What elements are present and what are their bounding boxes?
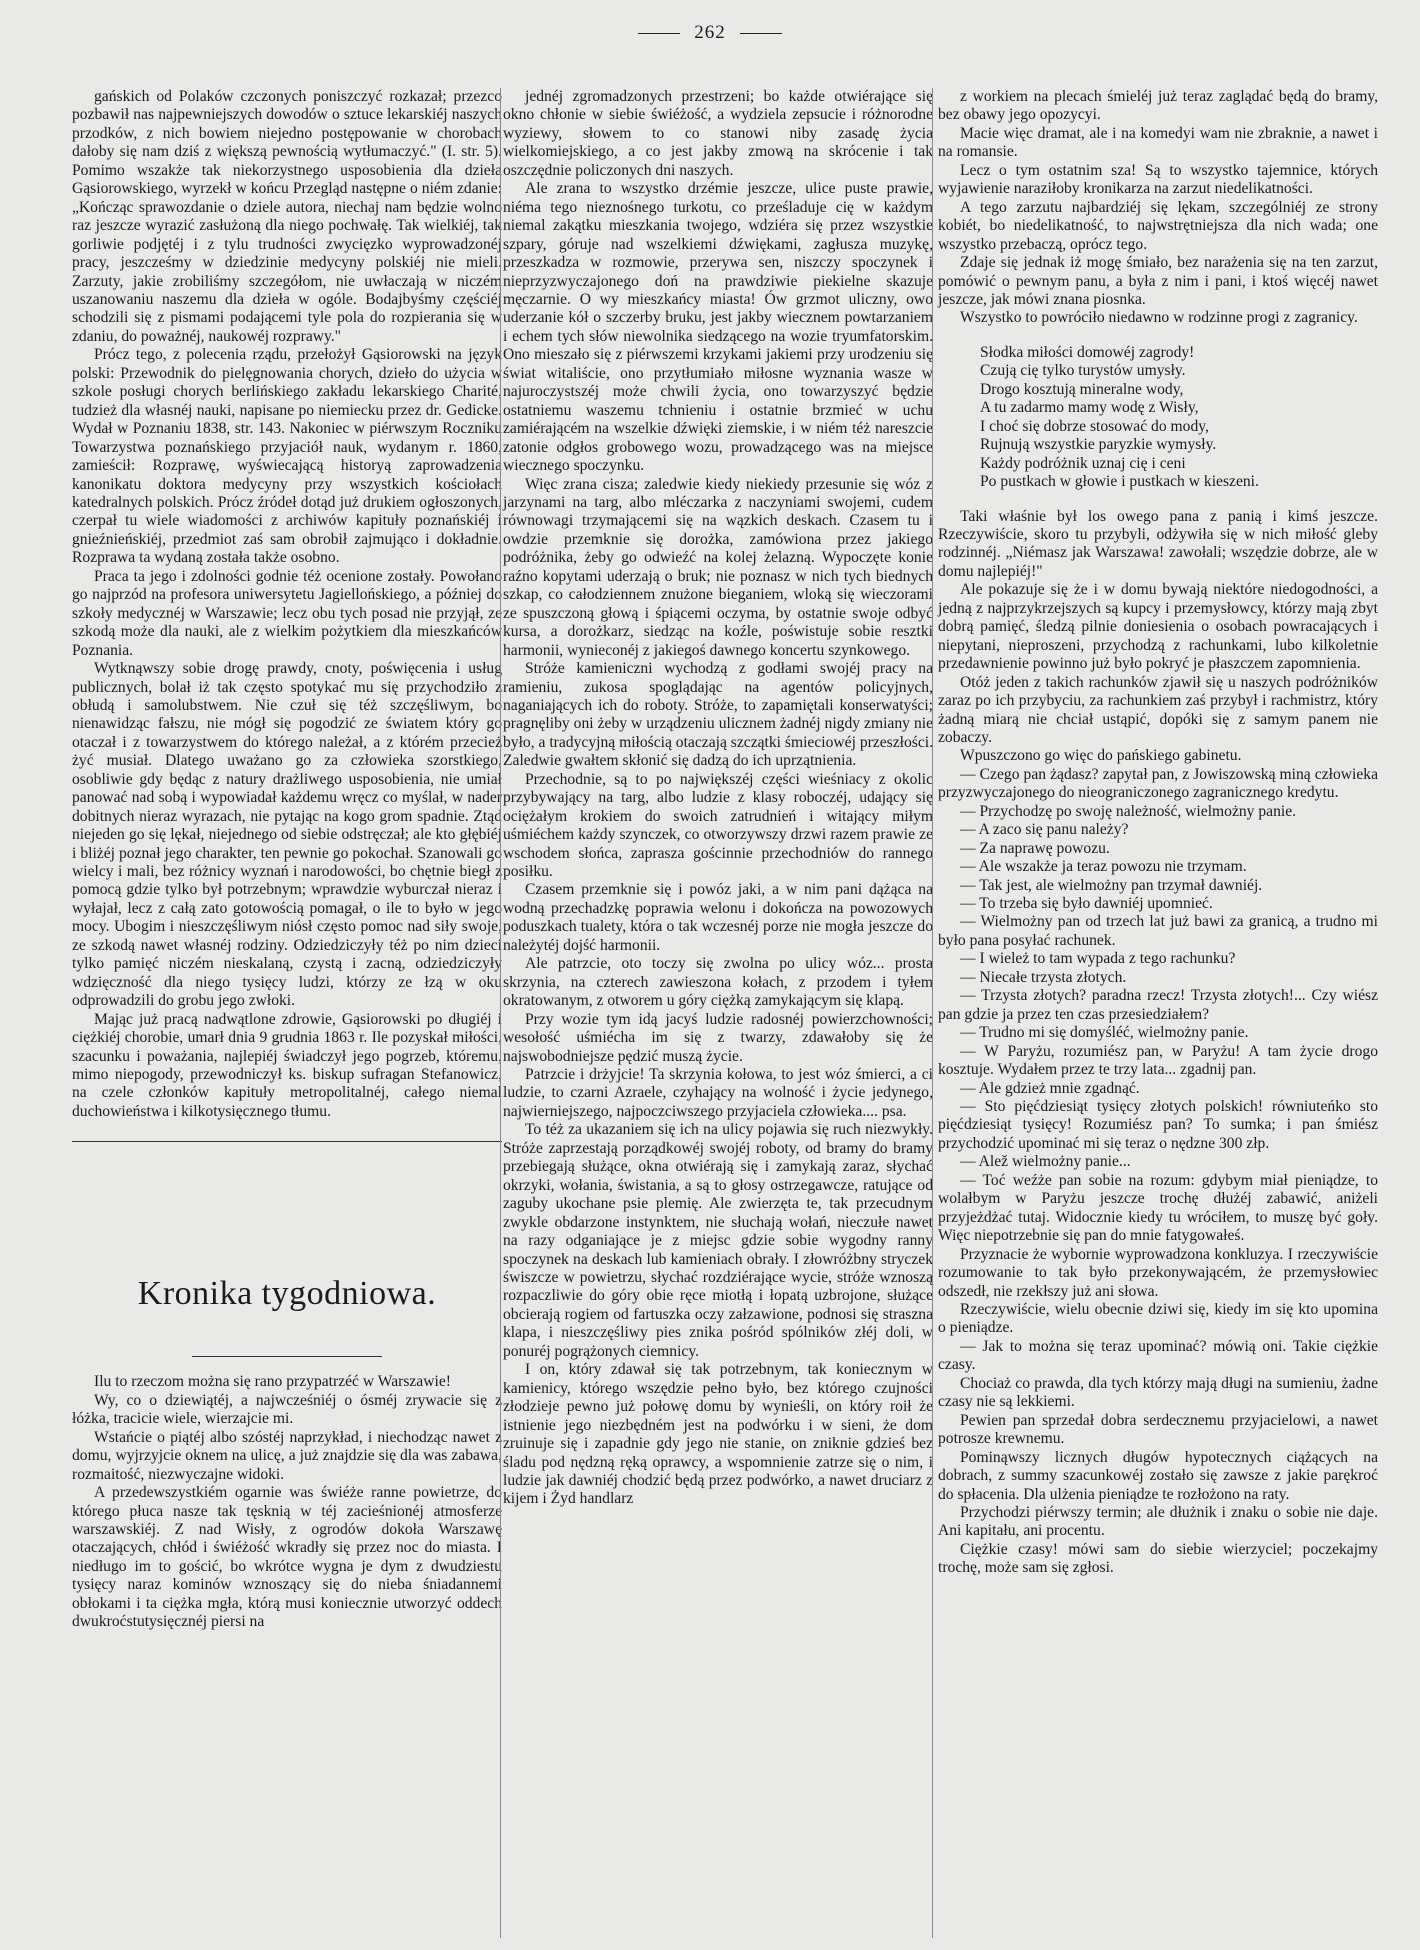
paragraph: Praca ta jego i zdolności godnie téż ocenione zostały. Powołano go najprzód na profesora uniwersytetu Jagiellońskiego, a później do szkoły medycznéj w Warszawie; lecz obu tych posad nie przyjął, ze szkodą może dla nauki, ale z wielkim pożytkiem dla mieszkańców Poznania.: [72, 567, 502, 659]
paragraph: — W Paryżu, rozumiész pan, w Paryżu! A tam życie drogo kosztuje. Wydałem przez te trzy lata... zgadnij pan.: [938, 1042, 1378, 1079]
paragraph: — Toć weźże pan sobie na rozum: gdybym miał pieniądze, to wolałbym w Paryżu jeszcze trochę dłużéj zabawić, aniżeli przyjeżdżać tutaj. Widocznie kiedy tu wróciłem, to muszę być goły. Więc niepotrzebnie się pan do mnie fatygowałeś.: [938, 1171, 1378, 1245]
paragraph: — Trudno mi się domyśléć, wielmożny panie.: [960, 1024, 1249, 1042]
chronicle-text-after-poem: [938, 508, 1378, 1578]
paragraph: Wytknąwszy sobie drogę prawdy, cnoty, poświęcenia i usług publicznych, bolał iż tak często spotykać mu się przychodziło z obłudą i samolubstwem. Nie czuł się téż szczęśliwym, bo nienawidząc fałszu, nie mógł się pogodzić ze światem który go otaczał i z towarzystwem do którego należał, a z którém przecież żyć musiał. Dlatego uważano go za człowieka szorstkiego, osobliwie gdy będąc z natury drażliwego usposobienia, nie umiał panować nad sobą i wypowiadał każdemu wręcz co myślał, w nader dobitnych nieraz wyrazach, nie pytając na kogo grom spadnie. Ztąd niejeden go się lękał, niejednego od siebie odstręczał; ale kto głębiéj i bliżéj poznał jego charakter, ten pewnie go pokochał. Szanowali go wielcy i mali, bez różnicy wyznań i narodowości, bo chętnie biegł z pomocą gdzie tylko był potrzebnym; wprawdzie wyburczał nieraz i wyłajał, lecz z całą zato gotowością pomagał, o ile to było w jego mocy. Ubogim i nieszczęśliwym niósł często pomoc nad siły swoje, ze szkodą nawet własnéj rodziny. Odziedziczyły téż po nim dzieci tylko pamięć niczém nieskalaną, czystą i zacną, odziedziczyły wdzięczność dla niego tysięcy ludzi, którzy ze łzą w oku odprowadzili do grobu jego zwłoki.: [72, 660, 502, 1010]
paragraph: Otóż jeden z takich rachunków zjawił się u naszych podróżników zaraz po ich przybyciu, za rachunkiem zaś przybył i rachmistrz, który żadną miarą nie chciał ustąpić, dopóki się z samym panem nie zobaczy.: [938, 673, 1378, 746]
paragraph: z workiem na plecach śmieléj już teraz zaglądać będą do bramy, bez obawy jego opozycyi.: [938, 88, 1378, 124]
paragraph: Wszystko to powróciło niedawno w rodzinne progi z zagranicy.: [960, 309, 1358, 327]
paragraph: — Niecałe trzysta złotych.: [960, 968, 1127, 986]
heading-underline: [192, 1356, 382, 1357]
poem-line: Rujnują wszystkie paryzkie wymysły.: [980, 436, 1217, 454]
page-number-header: [0, 22, 1420, 44]
paragraph: Ilu to rzeczom można się rano przypatrzéć w Warszawie!: [94, 1373, 451, 1391]
paragraph: Rzeczywiście, wielu obecnie dziwi się, kiedy im się kto upomina o pieniądze.: [938, 1301, 1378, 1337]
paragraph: gańskich od Polaków czczonych poniszczyć rozkazał; przezco pozbawił nas najpewniejszych dowodów o sztuce lekarskiéj naszych przodków, z nich bowiem niejedno postępowanie w chorobach dałoby się nam dziś z większą pewnością wytłumaczyć." (I. str. 5). Pomimo wszakże tak niekorzystnego usposobienia dla dzieła Gąsiorowskiego, wyrzekł w końcu Przegląd następne o niém zdanie: „Kończąc sprawozdanie o dziele autora, niechaj nam będzie wolno raz jeszcze wyrazić zasłużoną dla niego pochwałę. Tak wielkiéj, tak gorliwie podjętéj i z tylu trudności zwycięzko wyprowadzonéj pracy, jeszcześmy w dziedzinie medycyny polskiéj nie mieli. Zarzuty, jakie zrobiliśmy szczegółom, nie uwłaczają w niczém uszanowaniu naszemu dla dzieła w ogóle. Bodajbyśmy częściéj schodzili się z pismami podającemi tyle pola do rozpierania się w zdaniu, do poważnéj, naukowéj rozprawy.": [72, 88, 502, 345]
section-divider: [72, 1141, 502, 1142]
paragraph: — To trzeba się było dawniéj upomnieć.: [960, 895, 1213, 913]
paragraph: Zdaje się jednak iż mogę śmiało, bez narażenia się na ten zarzut, pomówić o pewnym panu, a była z nim i pani, i ktoś więcéj nawet jeszcze, jak mówi znana piosnka.: [938, 254, 1378, 308]
column-divider: [932, 88, 933, 1938]
paragraph: To téż za ukazaniem się ich na ulicy pojawia się ruch niezwykły. Stróże zaprzestają porządkowéj swojéj roboty, od bramy do bramy przebiegają służące, okna otwiérają się i zamykają zaraz, słychać okrzyki, wołania, świstania, a są to głosy ostrzegawcze, ratujące od zaguby ukochane psie plemię. Ale zwierzęta te, tak przecudnym zwykle obdarzone instynktem, nie słuchają wołań, nieczułe nawet na razy odganiające je z miejsc gdzie sobie wygodny ranny spoczynek na deskach lub kamieniach obrały. I złowróżbny stryczek świszcze w powietrzu, słychać rozdziérające wycie, stróże wznoszą rozpaczliwie do góry obie ręce miotłą i łopatą uzbrojone, służące obcierają rogiem od fartuszka oczy załzawione, podnosi się straszna klapa, i nieszczęśliwy pies znika pośród spólników złéj doli, w ponuréj pogrążonych ciemnicy.: [503, 1121, 933, 1360]
poem-line: Każdy podróżnik uznaj cię i ceni: [980, 454, 1186, 472]
paragraph: Ale pokazuje się że i w domu bywają niektóre niedogodności, a jedną z najprzykrzejszych są kupcy i przemysłowcy, którzy mają zbyt dobrą pamięć, śledzą pilnie doniesienia o osobach powracających i niepytani, nieproszeni, przychodzą z rachunkami, lubo kilkoletnie przedawnienie powinno już było pokryć je płaszczem zapomnienia.: [938, 581, 1378, 673]
paragraph: Wpuszczono go więc do pańskiego gabinetu.: [960, 747, 1242, 765]
paragraph: — Jak to można się teraz upominać? mówią oni. Takie ciężkie czasy.: [938, 1337, 1378, 1374]
paragraph: — Za naprawę powozu.: [960, 839, 1110, 857]
paragraph: — Czego pan żądasz? zapytał pan, z Jowiszowską miną człowieka przyzwyczajonego do nieograniczonego zagranicznego kredytu.: [938, 765, 1378, 802]
paragraph: — Alež wielmożny panie...: [960, 1153, 1131, 1171]
chronicle-text-before-poem: [938, 88, 1378, 328]
column-divider: [500, 88, 501, 1938]
paragraph: — Sto pięćdziesiąt tysięcy złotych polskich! równiuteńko sto pięćdziesiąt tysięcy! Rozumiész pan? To sumka; i pan śmiész przychodzić upominać mi się teraz o nędzne 300 złp.: [938, 1098, 1378, 1152]
paragraph: Taki właśnie był los owego pana z panią i kimś jeszcze. Rzeczywiście, skoro tu przybyli, odżywiła się w nich miłość gleby rodzinnéj. „Niémasz jak Warszawa! zawołali; wszędzie dobrze, ale w domu najlepiéj!": [938, 507, 1378, 580]
chronicle-text: [72, 1373, 502, 1631]
poem-line: Czują cię tylko turystów umysły.: [980, 362, 1186, 380]
poem-line: Słodka miłości domowéj zagrody!: [980, 343, 1195, 361]
paragraph: — Ale wszakże ja teraz powozu nie trzymam.: [960, 858, 1247, 876]
column-1: [72, 88, 502, 1632]
section-heading: Kronika tygodniowa.: [137, 1275, 437, 1313]
paragraph: Stróże kamieniczni wychodzą z godłami swojéj pracy na ramieniu, zukosa spoglądając na agentów policyjnych, naganiających ich do roboty. Stróże, to zapamiętali konserwatyści; pragnęliby oni żeby w urządzeniu ulicznem żadnéj nigdy zmiany nie było, a tradycyjną miłością otaczają szczątki śmieciowéj przeszłości. Zaledwie gwałtem skłonić się dadzą do ich uprzątnienia.: [503, 660, 933, 770]
paragraph: I on, który zdawał się tak potrzebnym, tak koniecznym w kamienicy, którego wszędzie pełno było, bez którego czujności złodzieje pewno już połowę domu by wynieśli, on który roił że istnienie jego niezbędném jest na podwórku i w sieni, że dom zruinuje się i zapadnie gdy jego nie stanie, on zniknie gdzieś bez śladu pod nędzną ręką oprawcy, a wspomnienie zatrze się o nim, i ludzie jak dawniéj chodzić będą przez podwórko, a nawet druciarz z kijem i Żyd handlarz: [503, 1361, 933, 1508]
paragraph: Patrzcie i drżyjcie! Ta skrzynia kołowa, to jest wóz śmierci, a ci ludzie, to czarni Azraele, czyhający na wolność i życie jedynego, najwierniejszego, najpoczciwszego przyjaciela człowieka.... psa.: [503, 1066, 933, 1120]
paragraph: Czasem przemknie się i powóz jaki, a w nim pani dążąca na wodną przechadzkę poprawia welonu i dokończa na powozowych poduszkach tualety, która o tak wczesnéj porze nie mogła jeszcze do należytéj dojść harmonii.: [503, 881, 933, 954]
poem-line: Po pustkach w głowie i pustkach w kieszeni.: [980, 473, 1259, 491]
paragraph: Więc zrana cisza; zaledwie kiedy niekiedy przesunie się wóz z jarzynami na targ, albo mléczarka z naczyniami swojemi, cudem równowagi trzymającemi się na wązkich deskach. Czasem tu i owdzie przemknie się dorożka, zamówiona przez jakiego podróżnika, żeby go odwieźć na kolej żelazną. Wypoczęte konie raźno kopytami uderzają o bruk; nie poznasz w nich tych biednych szkap, co całodziennem znużone bieganiem, wloką się wieczorami ze spuszczoną głową i śpiącemi oczyma, by ostatnie swoje odbyć kursa, a dorożkarz, siedząc na koźle, poświstuje sobie resztki harmonii, wynieconéj z jakiegoś dawnego koncertu szynkowego.: [503, 475, 933, 659]
paragraph: — Wielmożny pan od trzech lat już bawi za granicą, a trudno mi było pana posyłać rachunek.: [938, 913, 1378, 949]
paragraph: Mając już pracą nadwątlone zdrowie, Gąsiorowski po długiéj i ciężkiéj chorobie, umarł dnia 9 grudnia 1863 r. Ile pozyskał miłości, szacunku i poważania, najlepiéj świadczył jego pogrzeb, któremu, mimo niepogody, przewodniczył ks. biskup sufragan Stefanowicz, na czele członków kapituły metropolitalnéj, całego niemal duchowieństwa i kilkotysięcznego tłumu.: [72, 1010, 502, 1120]
paragraph: Przyznacie że wybornie wyprowadzona konkluzya. I rzeczywiście rozumowanie to tak było przekonywającém, że przemysłowiec odszedł, nie rzekłszy już ani słowa.: [938, 1245, 1378, 1300]
column-2: [503, 88, 933, 1509]
column-3: [938, 88, 1378, 1578]
poem-line: A tu zadarmo mamy wodę z Wisły,: [980, 399, 1199, 417]
paragraph: Chociaż co prawda, dla tych którzy mają długi na sumieniu, żadne czasy nie są lekkiemi.: [938, 1374, 1378, 1411]
paragraph: Lecz o tym ostatnim sza! Są to wszystko tajemnice, których wyjawienie naraziłoby kronikarza na zarzut niedelikatności.: [938, 161, 1378, 198]
paragraph: Przechodnie, są to po największéj części wieśniacy z okolic przybywający na targ, albo ludzie z klasy roboczéj, udający się ociężałym krokiem do swoich zatrudnień i witający miłym uśmiéchem każdy szynczek, co otworzywszy drzwi razem prawie ze wschodem słońca, zaprasza gościnnie przechodniów do rannego posiłku.: [503, 770, 933, 881]
paragraph: Przychodzi piérwszy termin; ale dłużnik i znaku o sobie nie daje. Ani kapitału, ani procentu.: [938, 1503, 1378, 1540]
paragraph: — Tak jest, ale wielmożny pan trzymał dawniéj.: [960, 876, 1263, 894]
divider: [638, 33, 680, 34]
paragraph: Pominąwszy licznych długów hypotecznych ciążących na dobrach, z summy szacunkowéj zostało się zawsze z jakie parękroć do spłacenia. Dla ulżenia pieniądze te rozłożono na raty.: [938, 1448, 1378, 1503]
paragraph: Pewien pan sprzedał dobra serdecznemu przyjacielowi, a nawet potrosze krewnemu.: [938, 1411, 1378, 1448]
page-number: 262: [694, 22, 726, 43]
poem-line: Drogo kosztują mineralne wody,: [980, 380, 1184, 398]
paragraph: Wy, co o dziewiątéj, a najwcześniéj o ósméj zrywacie się z łóżka, tracicie wiele, wierzajcie mi.: [72, 1391, 502, 1428]
paragraph: — Przychodzę po swoję należność, wielmożny panie.: [960, 802, 1297, 820]
paragraph: Prócz tego, z polecenia rządu, przełożył Gąsiorowski na język polski: Przewodnik do pielęgnowania chorych, dzieło do użycia w szkole posługi chorych berlińskiego zakładu lekarskiego Charité, tudzież dla własnéj nauki, napisane po niemiecku przez dr. Gedicke. Wydał w Poznaniu 1838, str. 143. Nakoniec w piérwszym Roczniku Towarzystwa poznańskiego przyjaciół nauk, wydanym r. 1860, zamieścił: Rozprawę, wyświecającą historyą zaprowadzenia kanonikatu doktora medycyny przy wszystkich kościołach katedralnych polskich. Prócz źródeł dotąd już drukiem ogłoszonych, czerpał tu wiele wiadomości z archiwów kapituły poznańskiéj i gnieźnieńskiéj, przedmiot zaś sam obrobił zajmująco i dokładnie. Rozprawa ta wydaną została także osobno.: [72, 346, 502, 567]
chronicle-text-continued: [503, 88, 933, 1509]
paragraph: Ale zrana to wszystko drzémie jeszcze, ulice puste prawie, niéma tego nieznośnego turkotu, co prześladuje cię w każdym niemal zakątku mieszkania twojego, wdziéra się przez wszystkie szpary, góruje nad wszelkiemi dźwiękami, zagłusza muzykę, przeszkadza w rozmowie, przerywa sen, niszczy spoczynek i nieprzyzwyczajonego doń na prawdziwie piekielne skazuje męczarnie. O wy mieszkańcy miasta! Ów grzmot uliczny, owo uderzanie kół o szczerby bruku, jest jakby wiecznem powtarzaniem i echem tych słów niewolnika siedzącego na wozie tryumfatorskim. Ono mieszało się z piérwszemi krzykami jakiemi przy urodzeniu się świat witaliście, ono przytłumiało miłosne wyznania wasze w najuroczystszéj może chwili życia, ono towarzyszyć będzie ostatniemu waszemu tchnieniu i ostatnie brzmieć w uchu zamiérającém na wszelkie dźwięki ziemskie, i w niém téż nareszcie zatonie odgłos grobowego wozu, prowadzącego was na miejsce wiecznego spoczynku.: [503, 180, 933, 475]
paragraph: A przedewszystkiém ogarnie was świéże ranne powietrze, do którego płuca nasze tak tęsknią w téj zacieśnionéj atmosferze warszawskiéj. Z nad Wisły, z ogrodów dokoła Warszawę otaczających, chłód i świéżość wkradły się przez noc do miasta. I niedługo im to gościć, bo wkrótce wygna je dym z dwudziestu tysięcy naraz kominów wznoszący się do nieba śniadannemi obłokami i ta ciężka mgła, którą musi koniecznie utworzyć oddech dwukroćstutysięcznéj piersi na: [72, 1484, 502, 1631]
paragraph: A tego zarzutu najbardziéj się lękam, szczególniéj ze strony kobiét, bo niedelikatność, to najwstrętniejsza dla nich wada; one wszystko przebaczą, oprócz tego.: [938, 198, 1378, 253]
biography-text: [72, 88, 502, 1121]
paragraph: Wstańcie o piątéj albo szóstéj naprzykład, i niechodząc nawet z domu, wyjrzyjcie oknem na ulicę, a już znajdzie się dla was zabawa, rozmaitość, niezwyczajne widoki.: [72, 1428, 502, 1483]
paragraph: Ciężkie czasy! mówi sam do siebie wierzyciel; poczekajmy trochę, może sam się zgłosi.: [938, 1540, 1378, 1577]
paragraph: jednéj zgromadzonych przestrzeni; bo każde otwiérające się okno chłonie w siebie świéżość, a wydziela zepsucie i różnorodne wyziewy, słowem to co stanowi niby zasadę życia wielkomiejskiego, a co jest jakby zmową na skrócenie i tak oszczędnie policzonych dni naszych.: [503, 88, 933, 179]
poem-line: I choć się dobrze stosować do mody,: [980, 417, 1209, 435]
paragraph: — A zaco się panu należy?: [960, 821, 1129, 839]
poem: [980, 344, 1378, 492]
paragraph: — I wieleż to tam wypada z tego rachunku?: [960, 950, 1236, 968]
paragraph: Ale patrzcie, oto toczy się zwolna po ulicy wóz... prosta skrzynia, na czterech zawieszona kołach, z przodem i tyłem okratowanym, z otworem u góry ciężką zamykającym się klapą.: [503, 955, 933, 1010]
paragraph: Macie więc dramat, ale i na komedyi wam nie zbraknie, a nawet i na romansie.: [938, 124, 1378, 161]
paragraph: — Ale gdzież mnie zgadnąć.: [960, 1079, 1140, 1097]
divider: [740, 33, 782, 34]
paragraph: Przy wozie tym idą jacyś ludzie radosnéj powierzchowności; wesołość uśmiécha im się z twarzy, zdawałoby się że najswobodniejsze pędzić muszą życie.: [503, 1010, 933, 1065]
paragraph: — Trzysta złotych? paradna rzecz! Trzysta złotych!... Czy wiész pan gdzie ja przez ten czas przesiedziałem?: [938, 987, 1378, 1023]
